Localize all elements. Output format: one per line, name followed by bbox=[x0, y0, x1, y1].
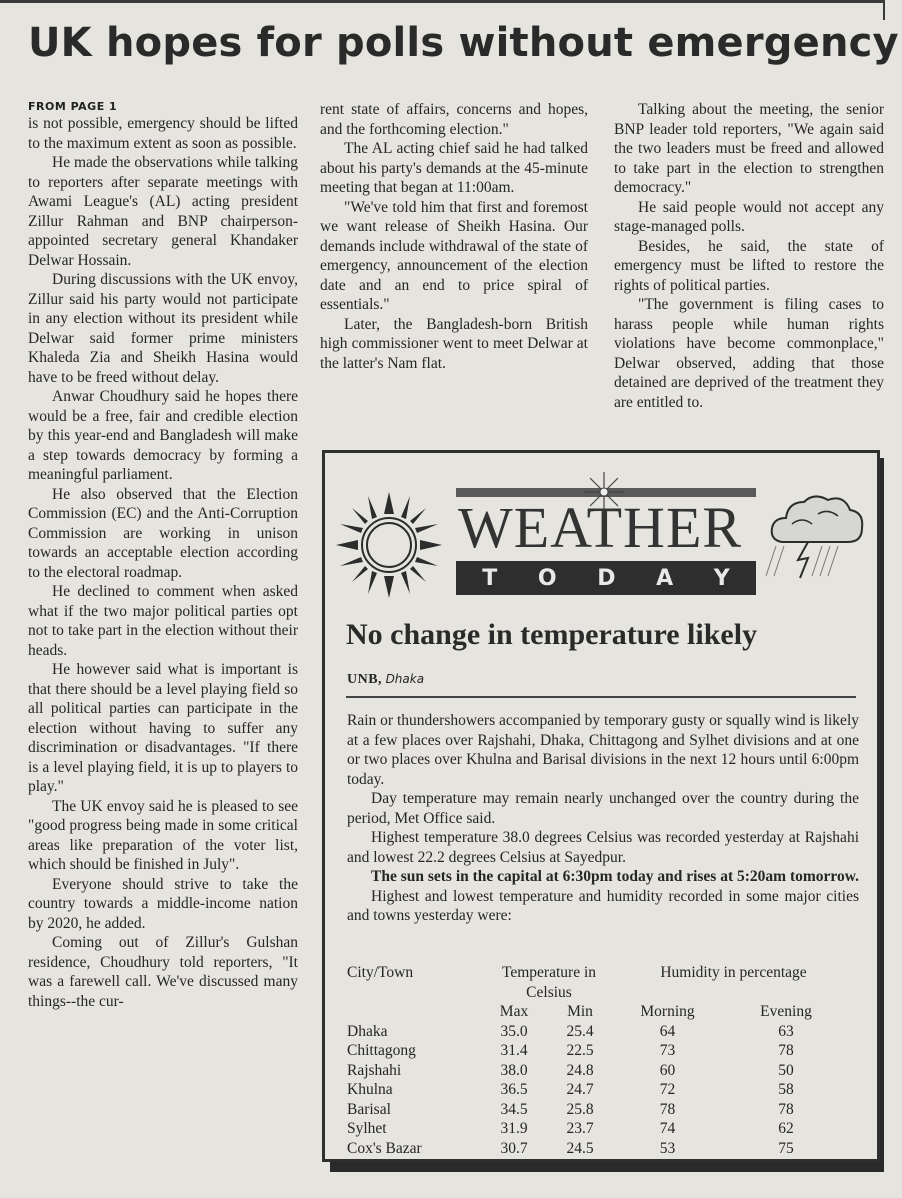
min-cell: 24.8 bbox=[566, 1061, 594, 1079]
city-cell: Khulna bbox=[347, 1081, 393, 1098]
paragraph: He however said what is important is that there should be a level playing field so all political parties can participate in the election without having to suffer any discrimination or disadvantages. "If there is a level playing field, it is up to players to play." bbox=[28, 661, 298, 795]
article-headline: UK hopes for polls without emergency bbox=[28, 20, 899, 66]
paragraph: During discussions with the UK envoy, Zillur said his party would not participate in any election without its president while Delwar said former prime ministers Khaleda Zia and Sheikh Hasina would have to be freed without delay. bbox=[28, 271, 298, 386]
evening-cell: 78 bbox=[778, 1042, 794, 1059]
morning-cell: 64 bbox=[659, 1022, 676, 1040]
evening-cell: 58 bbox=[778, 1081, 794, 1098]
agency-name: UNB, bbox=[347, 672, 383, 687]
evening-cell: 78 bbox=[778, 1100, 794, 1118]
paragraph: He declined to comment when asked what if the two major political parties opt not to take part in the election without their heads. bbox=[28, 583, 298, 659]
column-header-city: City/Town bbox=[347, 964, 414, 981]
evening-cell: 75 bbox=[778, 1139, 794, 1157]
column-header-humidity: Humidity in percentage bbox=[660, 964, 807, 981]
article-column-2 bbox=[320, 100, 588, 373]
city-cell: Cox's Bazar bbox=[347, 1139, 422, 1157]
paragraph: The UK envoy said he is pleased to see "good progress being made in some critical areas like preparation of the voter list, which should be finished in July". bbox=[28, 797, 298, 873]
paragraph: "The government is filing cases to harass people while human rights violations have become commonplace," Delwar observed, adding that those detained are deprived of the treatment they are entitled to. bbox=[614, 296, 884, 411]
table-row bbox=[347, 1022, 852, 1042]
paragraph: Rain or thundershowers accompanied by temporary gusty or squally wind is likely at a few places over Rajshahi, Dhaka, Chittagong and Sylhet divisions and at one or two places over Khulna and Barisal divisions in the next 12 hours until 6:00pm today. bbox=[347, 712, 859, 788]
evening-cell: 62 bbox=[778, 1120, 794, 1137]
paragraph: Coming out of Zillur's Gulshan residence, Choudhury told reporters, "It was a farewell call. We've discussed many things--the cur- bbox=[28, 934, 298, 1010]
city-cell: Barisal bbox=[347, 1100, 391, 1118]
max-cell: 35.0 bbox=[500, 1022, 528, 1040]
paragraph: Anwar Choudhury said he hopes there would be a free, fair and credible election by this year-end and Bangladesh will make a step towards democracy by forming a meaningful parliament. bbox=[28, 388, 298, 483]
paragraph: He made the observations while talking to reporters after separate meetings with Awami League's (AL) acting president Zillur Rahman and BNP chairperson-appointed secretary general Khandaker Delwar Hossain. bbox=[28, 154, 298, 269]
today-letter: O bbox=[537, 565, 557, 591]
max-cell: 30.7 bbox=[500, 1139, 528, 1157]
morning-cell: 74 bbox=[659, 1120, 676, 1137]
column-rule bbox=[883, 0, 885, 20]
city-cell: Chittagong bbox=[347, 1042, 416, 1059]
min-cell: 25.8 bbox=[566, 1100, 594, 1118]
today-strip bbox=[456, 561, 756, 595]
weather-table bbox=[347, 963, 852, 1158]
column-header-max: Max bbox=[499, 1003, 529, 1020]
city-cell: Rajshahi bbox=[347, 1061, 402, 1079]
paragraph: Day temperature may remain nearly unchanged over the country during the period, Met Office said. bbox=[347, 790, 859, 827]
morning-cell: 73 bbox=[659, 1042, 676, 1059]
dateline: Dhaka bbox=[385, 672, 425, 686]
paragraph: Later, the Bangladesh-born British high commissioner went to meet Delwar at the latter's Nam flat. bbox=[320, 315, 588, 372]
max-cell: 31.4 bbox=[500, 1042, 528, 1059]
min-cell: 25.4 bbox=[566, 1022, 594, 1040]
paragraph: Highest temperature 38.0 degrees Celsius was recorded yesterday at Rajshahi and lowest 22.2 degrees Celsius at Sayedpur. bbox=[347, 829, 859, 866]
paragraph: Besides, he said, the state of emergency must be lifted to restore the rights of political parties. bbox=[614, 237, 884, 294]
table-subheader-row bbox=[347, 1002, 852, 1022]
byline-rule bbox=[346, 696, 856, 698]
morning-cell: 72 bbox=[659, 1081, 676, 1098]
table-row bbox=[347, 1139, 852, 1159]
column-header-morning: Morning bbox=[640, 1003, 695, 1020]
paragraph: Everyone should strive to take the country towards a middle-income nation by 2020, he added. bbox=[28, 875, 298, 932]
evening-cell: 50 bbox=[778, 1061, 794, 1079]
table-row bbox=[347, 1061, 852, 1081]
byline bbox=[347, 672, 424, 688]
paragraph: The AL acting chief said he had talked about his party's demands at the 45-minute meeting that began at 11:00am. bbox=[320, 140, 588, 196]
paragraph: He also observed that the Election Commission (EC) and the Anti-Corruption Commission are working in unison towards an acceptable election according to the electoral roadmap. bbox=[28, 485, 298, 581]
weather-headline: No change in temperature likely bbox=[346, 618, 758, 651]
weather-box-shadow bbox=[330, 1162, 884, 1172]
weather-logo-word: WEATHER bbox=[458, 495, 743, 560]
morning-cell: 78 bbox=[659, 1100, 676, 1118]
max-cell: 36.5 bbox=[500, 1081, 528, 1098]
table-row bbox=[347, 1100, 852, 1120]
article-column-1 bbox=[28, 100, 298, 1011]
morning-cell: 60 bbox=[659, 1061, 676, 1079]
paragraph: is not possible, emergency should be lifted to the maximum extent as soon as possible. bbox=[28, 115, 298, 152]
table-header-row bbox=[347, 963, 852, 1002]
article-column-3 bbox=[614, 100, 884, 412]
paragraph: rent state of affairs, concerns and hopes, and the forthcoming election." bbox=[320, 101, 588, 138]
paragraph: He said people would not accept any stage-managed polls. bbox=[614, 198, 884, 235]
top-rule bbox=[0, 0, 884, 3]
paragraph: The sun sets in the capital at 6:30pm today and rises at 5:20am tomorrow. bbox=[371, 868, 859, 885]
today-letter: D bbox=[597, 565, 616, 591]
table-row bbox=[347, 1041, 852, 1061]
min-cell: 22.5 bbox=[566, 1042, 594, 1059]
max-cell: 31.9 bbox=[500, 1120, 528, 1137]
city-cell: Sylhet bbox=[347, 1120, 387, 1137]
storm-cloud-icon bbox=[762, 484, 872, 584]
max-cell: 38.0 bbox=[500, 1061, 528, 1079]
column-header-min: Min bbox=[567, 1003, 593, 1020]
column-header-evening: Evening bbox=[760, 1003, 812, 1020]
paragraph: Talking about the meeting, the senior BNP leader told reporters, "We again said the two leaders must be freed and allowed to take part in the election to strengthen democracy." bbox=[614, 101, 884, 196]
table-row bbox=[347, 1119, 852, 1139]
today-letter: A bbox=[656, 565, 674, 591]
weather-body bbox=[347, 711, 859, 926]
from-page-kicker: FROM PAGE 1 bbox=[28, 100, 118, 113]
today-letter: Y bbox=[713, 565, 730, 591]
city-cell: Dhaka bbox=[347, 1022, 388, 1040]
weather-box-shadow bbox=[880, 458, 884, 1172]
table-row bbox=[347, 1080, 852, 1100]
max-cell: 34.5 bbox=[500, 1100, 528, 1118]
sun-icon bbox=[334, 490, 444, 600]
morning-cell: 53 bbox=[659, 1139, 676, 1157]
evening-cell: 63 bbox=[778, 1022, 794, 1040]
min-cell: 24.5 bbox=[566, 1139, 594, 1157]
paragraph: Highest and lowest temperature and humidity recorded in some major cities and towns yesterday were: bbox=[347, 887, 859, 924]
today-letter: T bbox=[482, 565, 498, 591]
min-cell: 23.7 bbox=[566, 1120, 594, 1137]
min-cell: 24.7 bbox=[566, 1081, 594, 1098]
column-header-temperature: Temperature in Celsius bbox=[501, 964, 597, 1001]
paragraph: "We've told him that first and foremost we want release of Sheikh Hasina. Our demands include withdrawal of the state of emergency, announcement of the election date and an end to price spiral of essentials." bbox=[320, 198, 588, 313]
